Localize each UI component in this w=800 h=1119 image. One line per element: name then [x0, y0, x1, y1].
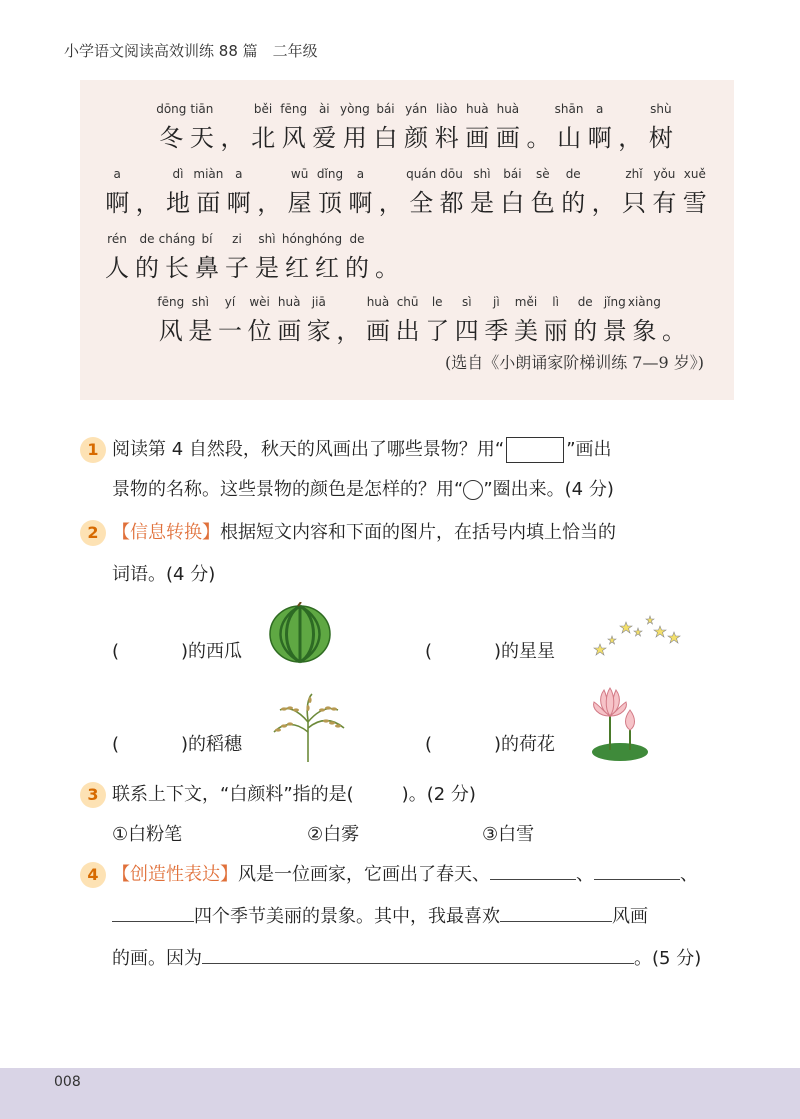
hanzi: 季 [484, 317, 509, 345]
hanzi: 全 [409, 189, 434, 217]
hanzi: 啊 [587, 124, 612, 152]
pinyin: xiàng [627, 295, 661, 309]
reason-blank[interactable] [202, 939, 634, 964]
hanzi: 天 [189, 124, 214, 152]
hanzi: 白 [500, 189, 525, 217]
passage-char [558, 165, 588, 219]
pinyin: huà [496, 102, 520, 116]
hanzi: 一 [217, 317, 242, 345]
watermelon-icon [268, 602, 332, 664]
pinyin: jì [493, 295, 500, 309]
hanzi: 是 [469, 189, 494, 217]
item-open-paren: ( [425, 734, 433, 755]
hanzi: 象 [632, 317, 657, 345]
favorite-season-blank[interactable] [500, 897, 612, 922]
question-1-line-1 [112, 428, 612, 472]
question-4-line-3 [112, 937, 701, 981]
hanzi: 风 [158, 317, 183, 345]
passage-char [646, 100, 677, 154]
pinyin: zhǐ [625, 167, 643, 181]
question-4-line-1 [112, 853, 698, 897]
hanzi: 颜 [404, 124, 429, 152]
hanzi: 丽 [543, 317, 568, 345]
question-4-line-2 [112, 895, 648, 939]
pinyin: de [139, 232, 155, 246]
pinyin: de [565, 167, 581, 181]
hanzi: 四 [454, 317, 479, 345]
hanzi: 子 [225, 254, 249, 282]
hanzi: ， [135, 189, 160, 217]
hanzi: ， [257, 189, 282, 217]
pinyin: quán [406, 167, 437, 181]
pinyin: de [577, 295, 593, 309]
question-2-line-1 [112, 511, 616, 555]
item-label: )的稻穗 [181, 734, 243, 755]
pinyin: huà [277, 295, 301, 309]
hanzi: 啊 [226, 189, 251, 217]
item-open-paren: ( [425, 641, 433, 662]
passage-char [345, 165, 375, 219]
hanzi: 。 [526, 124, 551, 152]
hanzi: 的 [573, 317, 598, 345]
stars-icon [588, 610, 688, 660]
pinyin: a [235, 167, 243, 181]
pinyin: shù [650, 102, 672, 116]
question-3-line [112, 773, 476, 817]
hanzi: 红 [285, 254, 309, 282]
lotus-flower-icon [590, 686, 650, 762]
hanzi: 的 [345, 254, 369, 282]
pinyin: hóng [281, 232, 313, 246]
hanzi: 北 [251, 124, 276, 152]
item-lotus [425, 730, 555, 756]
question-3-text-a: 联系上下文，“白颜料”指的是( [112, 784, 354, 805]
hanzi: 画 [277, 317, 302, 345]
passage-char [659, 293, 689, 347]
pinyin: bí [201, 232, 213, 246]
pinyin: běi [253, 102, 273, 116]
rice-stalk-icon [268, 692, 348, 762]
rectangle-mark-icon [506, 437, 564, 463]
question-2-line-2: 词语。(4 分) [112, 564, 216, 585]
hanzi: 的 [561, 189, 586, 217]
item-open-paren: ( [112, 734, 120, 755]
question-4-text-e: 。(5 分) [634, 948, 702, 969]
item-open-paren: ( [112, 641, 120, 662]
hanzi: 有 [652, 189, 677, 217]
hanzi: 景 [602, 317, 627, 345]
question-2-text: 根据短文内容和下面的图片，在括号内填上恰当的 [220, 522, 616, 543]
pinyin: a [356, 167, 365, 181]
hanzi: 画 [465, 124, 490, 152]
hanzi: 只 [621, 189, 646, 217]
pinyin: bái [376, 102, 395, 116]
pinyin: a [596, 102, 604, 116]
hanzi: 家 [306, 317, 331, 345]
pinyin: wū [290, 167, 309, 181]
pinyin: dōu [440, 167, 463, 181]
pinyin: shì [191, 295, 209, 309]
question-3-text-b: )。(2 分) [401, 784, 476, 805]
hanzi: ， [618, 124, 643, 152]
hanzi: 长 [165, 254, 189, 282]
passage-char [627, 293, 661, 347]
hanzi: 屋 [287, 189, 312, 217]
passage-char [304, 293, 334, 347]
passage-source: (选自《小朗诵家阶梯训练 7—9 岁》) [444, 353, 704, 372]
question-4-sep-2: 、 [680, 864, 698, 885]
pinyin: měi [514, 295, 538, 309]
pinyin: a [113, 167, 121, 181]
hanzi: 红 [315, 254, 339, 282]
hanzi: 是 [255, 254, 279, 282]
hanzi: 雪 [682, 189, 707, 217]
hanzi: 位 [247, 317, 272, 345]
passage-char [584, 100, 615, 154]
item-label: )的西瓜 [181, 641, 243, 662]
question-2-number: 2 [80, 520, 106, 546]
item-label: )的荷花 [494, 734, 556, 755]
season-blank-2[interactable] [490, 855, 576, 880]
pinyin: dǐng [316, 167, 344, 181]
pinyin: lì [552, 295, 559, 309]
pinyin: dì [172, 167, 184, 181]
question-4-text-c: 风画 [612, 906, 648, 927]
pinyin: yǒu [653, 167, 676, 181]
hanzi: 顶 [317, 189, 342, 217]
hanzi: 山 [557, 124, 582, 152]
passage-char [680, 165, 710, 219]
hanzi: 画 [365, 317, 390, 345]
question-1-number: 1 [80, 437, 106, 463]
question-1-text-b: ”画出 [566, 439, 612, 460]
hanzi: 地 [165, 189, 190, 217]
item-label: )的星星 [494, 641, 556, 662]
hanzi: 。 [375, 254, 399, 282]
page-footer-bar [0, 1068, 800, 1119]
hanzi: ， [220, 124, 245, 152]
pinyin: fēng [280, 102, 308, 116]
pinyin: miàn [193, 167, 224, 181]
question-4-text-d: 的画。因为 [112, 948, 202, 969]
pinyin: shān [554, 102, 584, 116]
season-blank-3[interactable] [594, 855, 680, 880]
hanzi: 。 [661, 317, 686, 345]
question-1-text-d: ”圈出来。(4 分) [483, 479, 614, 500]
pinyin: rén [107, 232, 127, 246]
question-3-option-1[interactable]: ①白粉笔 [112, 824, 183, 845]
hanzi: 人 [105, 254, 129, 282]
pinyin: dōng [156, 102, 187, 116]
hanzi: 都 [439, 189, 464, 217]
hanzi: 出 [395, 317, 420, 345]
question-3-option-2[interactable]: ②白雾 [307, 824, 360, 845]
hanzi: 的 [135, 254, 159, 282]
pinyin: shì [258, 232, 276, 246]
hanzi: 冬 [159, 124, 184, 152]
pinyin: yán [405, 102, 428, 116]
question-4-sep-1: 、 [576, 864, 594, 885]
hanzi: 美 [513, 317, 538, 345]
hanzi: 鼻 [195, 254, 219, 282]
hanzi: 啊 [105, 189, 130, 217]
hanzi: ， [336, 317, 361, 345]
pinyin: jǐng [603, 295, 626, 309]
item-watermelon [112, 637, 242, 663]
question-3-option-3[interactable]: ③白雪 [482, 824, 535, 845]
page-header-title: 小学语文阅读高效训练 88 篇 二年级 [64, 42, 318, 60]
pinyin: de [349, 232, 365, 246]
question-4-tag: 【创造性表达】 [112, 864, 238, 885]
pinyin: huà [466, 102, 489, 116]
pinyin: chū [396, 295, 419, 309]
pinyin: le [431, 295, 443, 309]
pinyin: zi [232, 232, 242, 246]
passage-char [493, 100, 524, 154]
hanzi: 画 [495, 124, 520, 152]
pinyin: sè [535, 167, 550, 181]
passage-char [372, 230, 402, 284]
hanzi: 料 [434, 124, 459, 152]
pinyin: tiān [190, 102, 214, 116]
pinyin: sì [462, 295, 472, 309]
page-number: 008 [54, 1074, 81, 1090]
pinyin: liào [436, 102, 458, 116]
pinyin: yí [224, 295, 236, 309]
question-1-line-2 [112, 468, 614, 512]
pinyin: shì [473, 167, 491, 181]
hanzi: 是 [188, 317, 213, 345]
circle-mark-icon [463, 480, 483, 500]
hanzi: 啊 [348, 189, 373, 217]
pinyin: wèi [249, 295, 270, 309]
season-blank-4[interactable] [112, 897, 194, 922]
hanzi: 爱 [312, 124, 337, 152]
item-stars [425, 637, 555, 663]
pinyin: cháng [158, 232, 196, 246]
question-1-text-c: 景物的名称。这些景物的颜色是怎样的？用“ [112, 479, 464, 500]
pinyin: jiā [311, 295, 326, 309]
pinyin: bái [503, 167, 522, 181]
pinyin: yòng [340, 102, 370, 116]
passage-char [342, 230, 372, 284]
passage-char [102, 165, 132, 219]
passage-char [187, 100, 218, 154]
question-4-text-b: 四个季节美丽的景象。其中，我最喜欢 [194, 906, 500, 927]
hanzi: ， [378, 189, 403, 217]
hanzi: ， [591, 189, 616, 217]
pinyin: fēng [157, 295, 185, 309]
question-4-text-a: 风是一位画家，它画出了春天、 [238, 864, 490, 885]
question-4-number: 4 [80, 862, 106, 888]
question-2-tag: 【信息转换】 [112, 522, 220, 543]
hanzi: 风 [281, 124, 306, 152]
hanzi: 了 [425, 317, 450, 345]
question-1-text-a: 阅读第 4 自然段，秋天的风画出了哪些景物？用“ [112, 439, 505, 460]
pinyin: ài [318, 102, 330, 116]
item-rice [112, 730, 242, 756]
hanzi: 面 [196, 189, 221, 217]
hanzi: 树 [648, 124, 673, 152]
pinyin: xuě [683, 167, 706, 181]
pinyin: huà [366, 295, 390, 309]
question-3-number: 3 [80, 782, 106, 808]
reading-passage [80, 80, 734, 400]
hanzi: 色 [530, 189, 555, 217]
hanzi: 用 [342, 124, 367, 152]
hanzi: 白 [373, 124, 398, 152]
pinyin: hóng [311, 232, 343, 246]
passage-char [224, 165, 254, 219]
